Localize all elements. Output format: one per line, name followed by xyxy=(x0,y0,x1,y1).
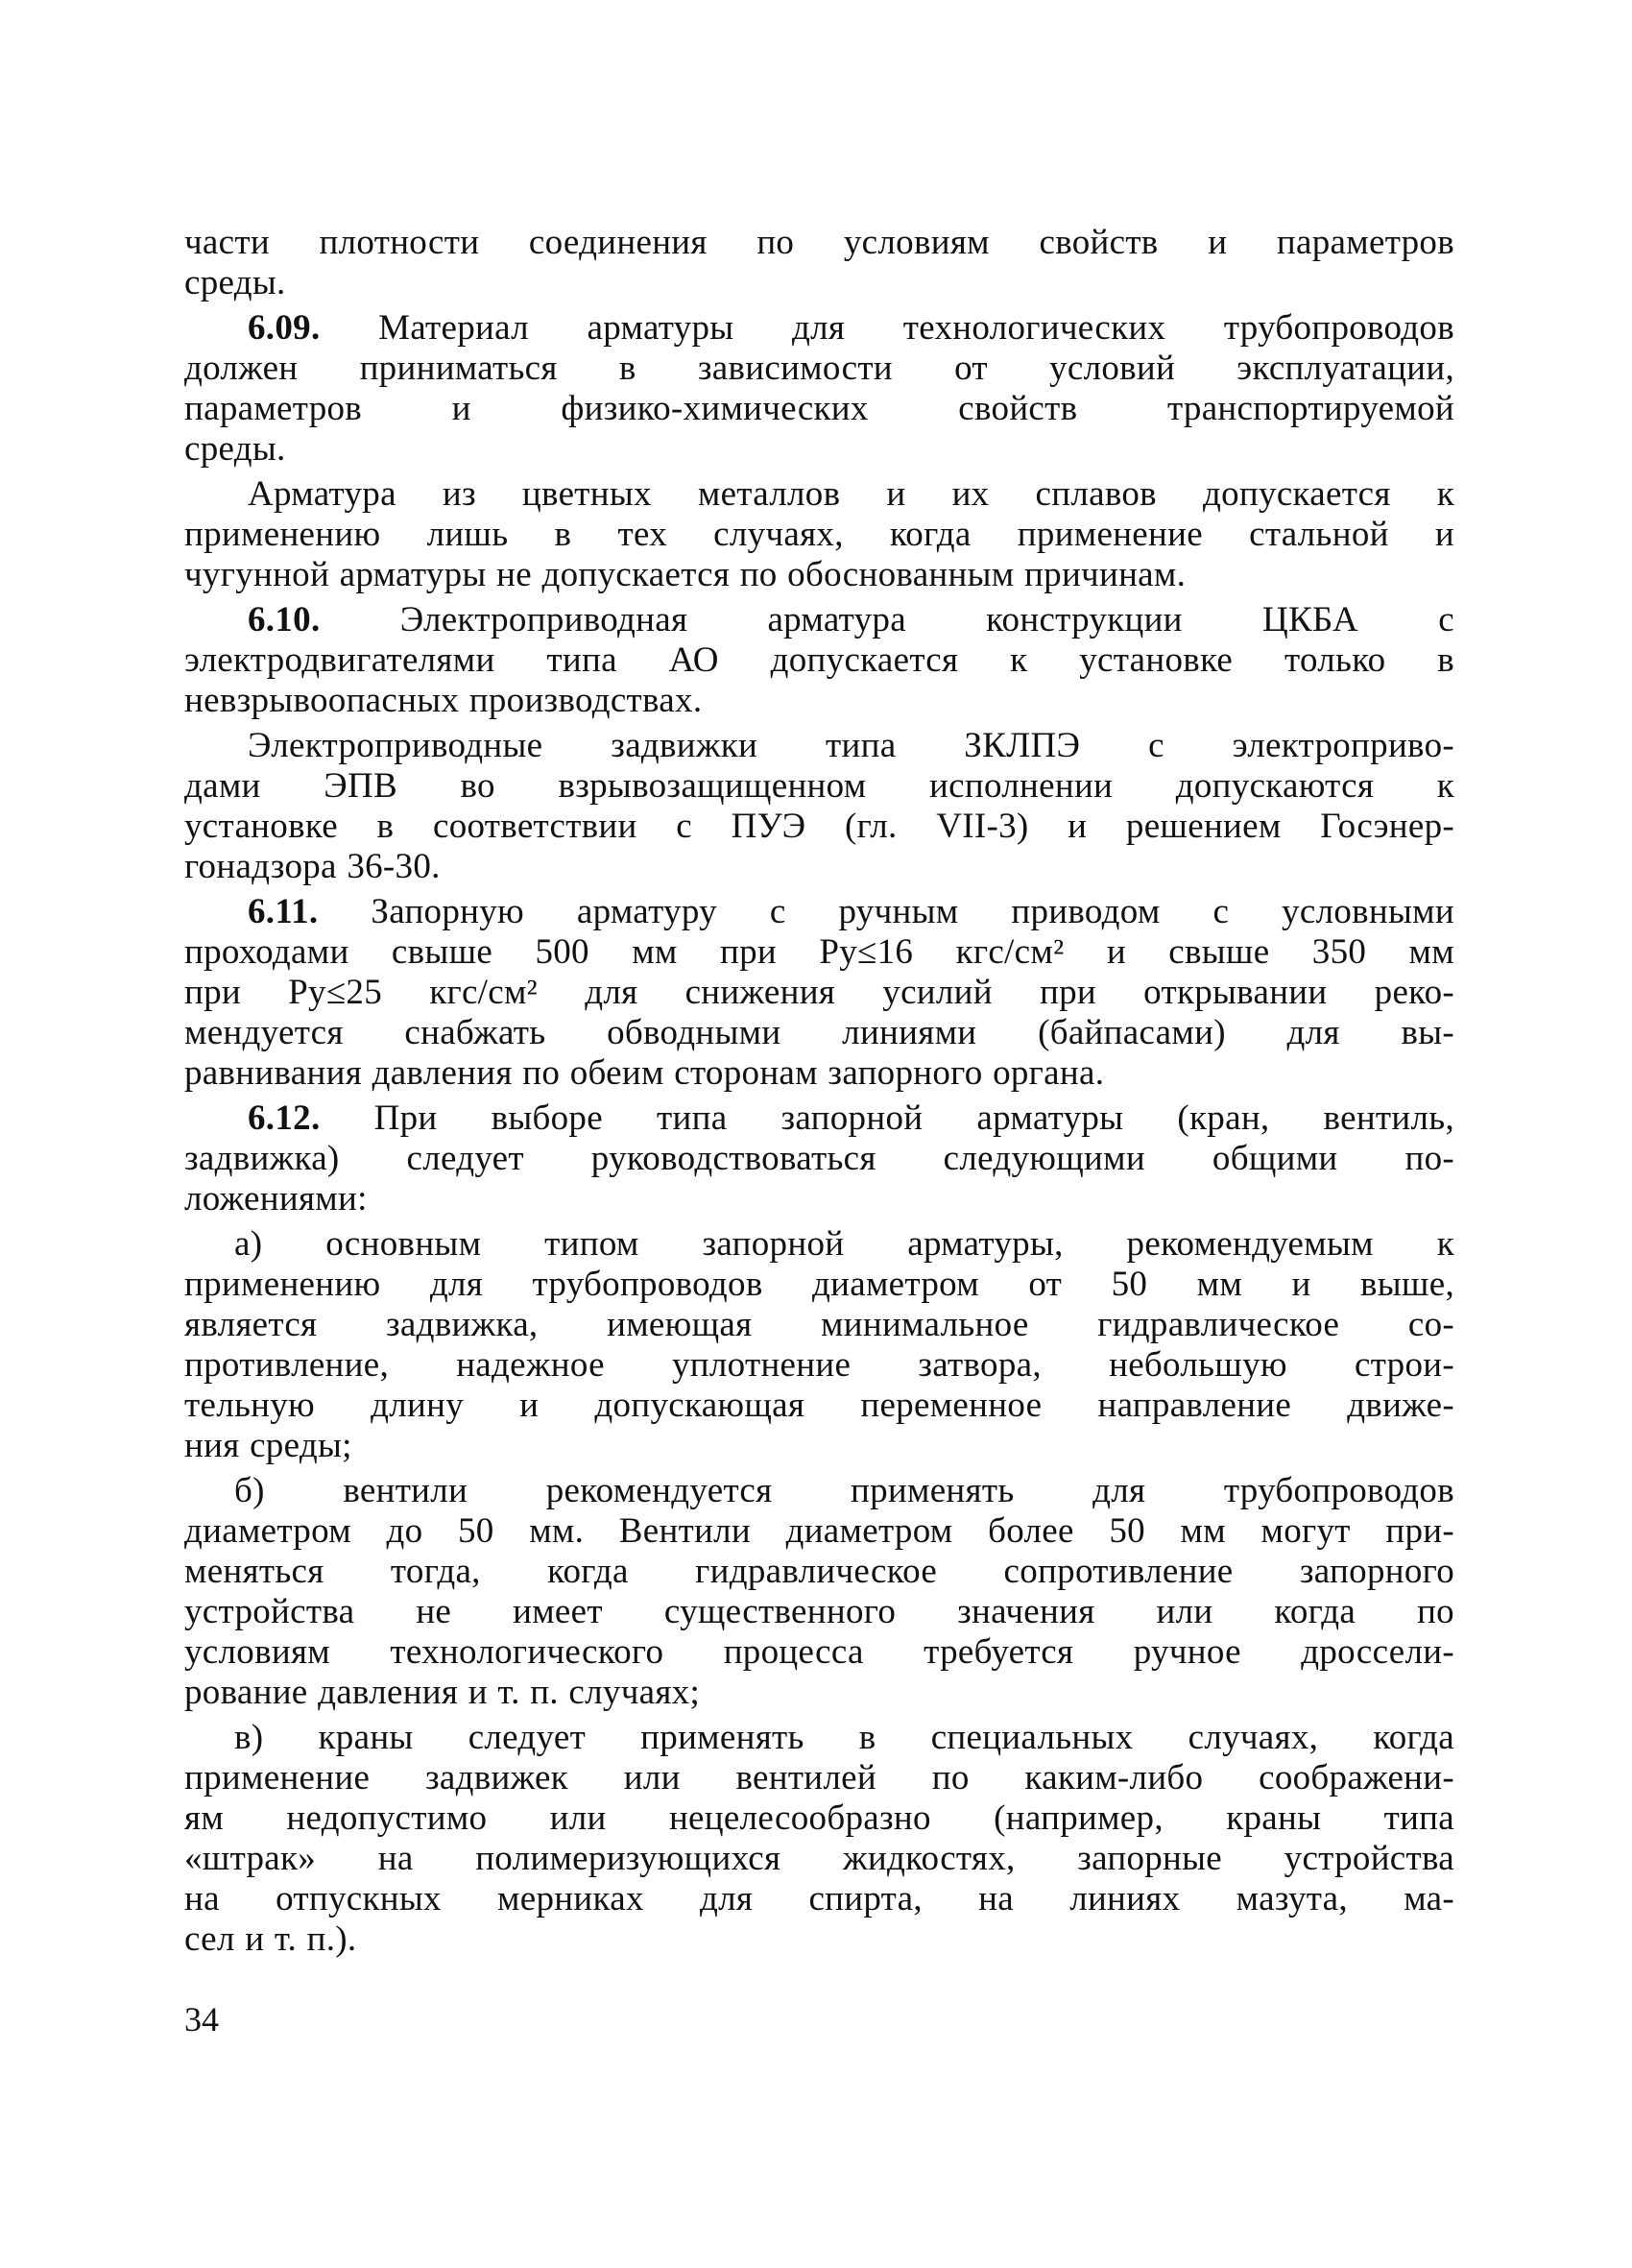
line-text: меняться тогда, когда гидравлическое сопротивление запорного xyxy=(184,1552,1454,1591)
line-text: Арматура из цветных металлов и их сплавов допускается к xyxy=(248,474,1454,514)
text-line xyxy=(184,1386,1454,1426)
text-line xyxy=(184,223,1454,263)
line-text: Электроприводные задвижки типа ЗКЛПЭ с электроприво- xyxy=(248,726,1454,765)
text-line xyxy=(184,1798,1454,1839)
line-text: равнивания давления по обеим сторонам запорного органа. xyxy=(184,1053,1105,1093)
line-text: применению лишь в тех случаях, когда применение стальной и xyxy=(184,515,1454,554)
section-number: 6.11. xyxy=(248,892,319,931)
text-line xyxy=(184,973,1454,1013)
paragraph xyxy=(184,1098,1454,1219)
line-text: применение задвижек или вентилей по каким-либо соображени- xyxy=(184,1758,1454,1798)
line-text: Электроприводная арматура конструкции ЦКБА с xyxy=(399,600,1454,639)
text-line xyxy=(184,429,1454,470)
text-line xyxy=(184,1592,1454,1632)
line-text: в) краны следует применять в специальных случаях, когда xyxy=(234,1718,1454,1757)
text-line xyxy=(184,1718,1454,1758)
paragraph xyxy=(184,308,1454,470)
line-text: тельную длину и допускающая переменное направление движе- xyxy=(184,1386,1454,1425)
text-line xyxy=(184,263,1454,303)
line-text: гонадзора 36-30. xyxy=(184,847,441,886)
text-line xyxy=(184,555,1454,595)
text-line xyxy=(184,892,1454,932)
text-line xyxy=(184,1179,1454,1219)
line-text: устройства не имеет существенного значения или когда по xyxy=(184,1592,1454,1631)
line-text: невзрывоопасных производствах. xyxy=(184,681,703,720)
text-line xyxy=(184,349,1454,389)
text-line xyxy=(184,1758,1454,1798)
text-line xyxy=(184,932,1454,973)
line-text: диаметром до 50 мм. Вентили диаметром более 50 мм могут при- xyxy=(184,1511,1454,1551)
paragraph xyxy=(184,223,1454,303)
text-line xyxy=(184,1224,1454,1265)
text-line xyxy=(184,1013,1454,1053)
line-text: а) основным типом запорной арматуры, рекомендуемым к xyxy=(234,1224,1454,1264)
text-line xyxy=(184,1265,1454,1305)
list-item xyxy=(184,1718,1454,1960)
text-line xyxy=(184,1919,1454,1960)
text-line xyxy=(184,681,1454,721)
line-text: ния среды; xyxy=(184,1426,352,1465)
text-line xyxy=(184,807,1454,847)
line-text: чугунной арматуры не допускается по обоснованным причинам. xyxy=(184,555,1187,594)
text-line xyxy=(184,1673,1454,1713)
line-text: среды. xyxy=(184,429,286,469)
line-text: мендуется снабжать обводными линиями (байпасами) для вы- xyxy=(184,1013,1454,1052)
section-number: 6.12. xyxy=(248,1098,321,1138)
list-item xyxy=(184,1224,1454,1466)
line-text: на отпускных мерниках для спирта, на линиях мазута, ма- xyxy=(184,1879,1454,1918)
text-line xyxy=(184,1632,1454,1673)
text-line xyxy=(184,1879,1454,1919)
text-line xyxy=(184,847,1454,887)
text-line xyxy=(184,515,1454,555)
line-text: части плотности соединения по условиям свойств и параметров xyxy=(184,223,1454,262)
line-text: проходами свыше 500 мм при Pу≤16 кгс/см² и свыше 350 мм xyxy=(184,932,1454,972)
line-text: рование давления и т. п. случаях; xyxy=(184,1673,701,1712)
line-text: дами ЭПВ во взрывозащищенном исполнении допускаются к xyxy=(184,766,1454,806)
text-line xyxy=(184,474,1454,515)
paragraph xyxy=(184,892,1454,1094)
text-line xyxy=(184,1053,1454,1094)
page-body xyxy=(184,223,1454,1965)
line-text: при Pу≤25 кгс/см² для снижения усилий при открывании реко- xyxy=(184,973,1454,1012)
text-line xyxy=(184,1345,1454,1386)
line-text: Материал арматуры для технологических трубопроводов xyxy=(378,308,1454,348)
text-line xyxy=(184,640,1454,681)
line-text: задвижка) следует руководствоваться следующими общими по- xyxy=(184,1139,1454,1178)
paragraph xyxy=(184,474,1454,595)
text-line xyxy=(184,1471,1454,1511)
line-text: параметров и физико-химических свойств транспортируемой xyxy=(184,389,1454,428)
page-number: 34 xyxy=(184,2000,219,2039)
section-number: 6.09. xyxy=(248,308,321,348)
line-text: б) вентили рекомендуется применять для трубопроводов xyxy=(234,1471,1454,1510)
line-text: электродвигателями типа АО допускается к установке только в xyxy=(184,640,1454,680)
line-text: ложениями: xyxy=(184,1179,368,1218)
text-line xyxy=(184,726,1454,766)
line-text: является задвижка, имеющая минимальное гидравлическое со- xyxy=(184,1305,1454,1344)
text-line xyxy=(184,766,1454,807)
line-text: условиям технологического процесса требуется ручное дроссели- xyxy=(184,1632,1454,1672)
text-line xyxy=(184,1139,1454,1179)
paragraph xyxy=(184,726,1454,887)
text-line xyxy=(184,389,1454,429)
line-text: установке в соответствии с ПУЭ (гл. VII-3) и решением Госэнер- xyxy=(184,807,1454,846)
line-text: «штрак» на полимеризующихся жидкостях, запорные устройства xyxy=(184,1839,1454,1878)
line-text: противление, надежное уплотнение затвора, небольшую строи- xyxy=(184,1345,1454,1385)
text-line xyxy=(184,600,1454,640)
text-line xyxy=(184,1552,1454,1592)
line-text: ям недопустимо или нецелесообразно (например, краны типа xyxy=(184,1798,1454,1838)
line-text: должен приниматься в зависимости от условий эксплуатации, xyxy=(184,349,1454,388)
section-number: 6.10. xyxy=(248,600,321,639)
line-text: При выборе типа запорной арматуры (кран, вентиль, xyxy=(373,1098,1454,1138)
text-line xyxy=(184,1305,1454,1345)
paragraph xyxy=(184,600,1454,721)
line-text: среды. xyxy=(184,263,286,302)
text-line xyxy=(184,1426,1454,1466)
line-text: применению для трубопроводов диаметром от 50 мм и выше, xyxy=(184,1265,1454,1304)
line-text: Запорную арматуру с ручным приводом с условными xyxy=(371,892,1454,931)
line-text: сел и т. п.). xyxy=(184,1919,357,1959)
text-line xyxy=(184,308,1454,349)
text-line xyxy=(184,1511,1454,1552)
text-line xyxy=(184,1839,1454,1879)
list-item xyxy=(184,1471,1454,1713)
text-line xyxy=(184,1098,1454,1139)
